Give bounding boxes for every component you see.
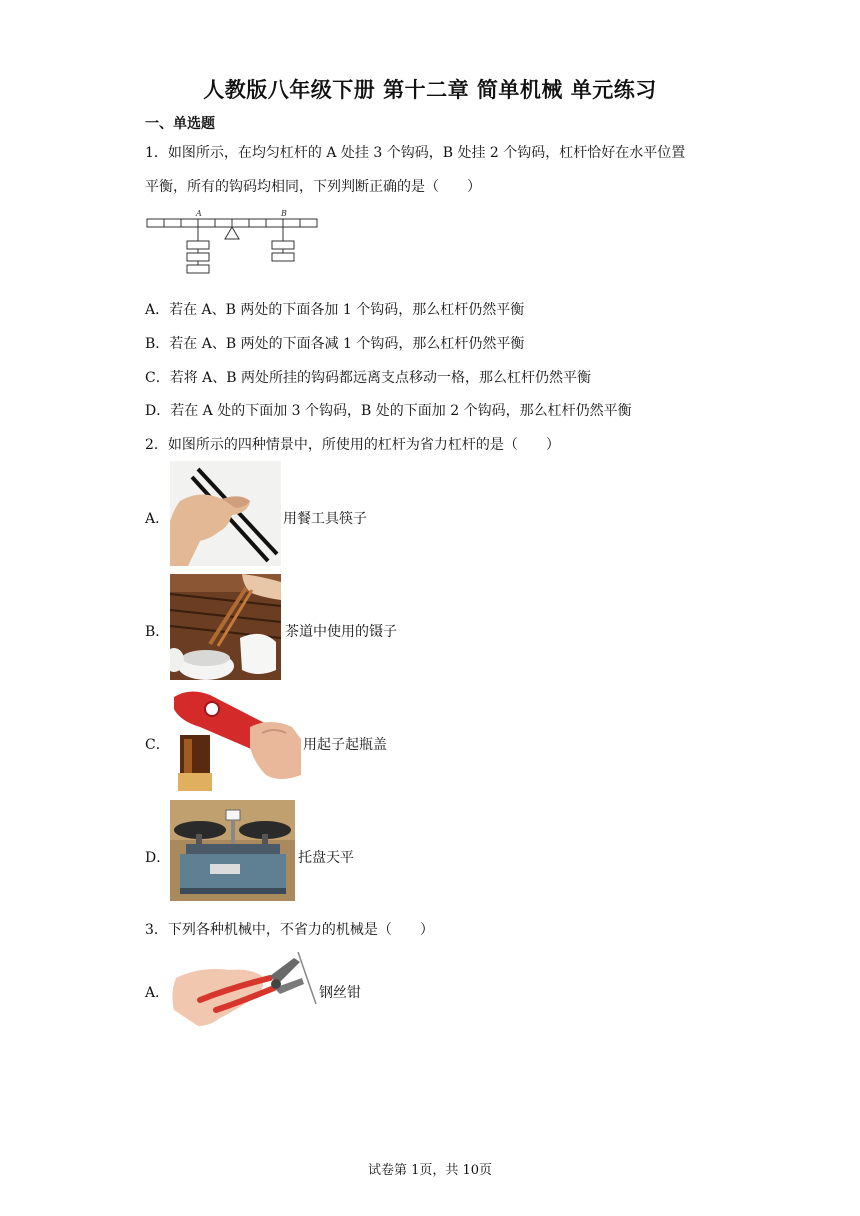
q2-option-c-caption: 用起子起瓶盖 (303, 737, 387, 753)
label-b: B (281, 209, 287, 218)
lever-diagram (145, 207, 320, 279)
q2-option-b-letter: B． (145, 624, 170, 640)
q3-option-a-caption: 钢丝钳 (319, 985, 361, 1001)
q3-stem: 3．下列各种机械中，不省力的机械是（ ） (145, 922, 434, 938)
weight-b1 (272, 241, 294, 249)
q1-option-b: B．若在 A、B 两处的下面各减 1 个钩码，那么杠杆仍然平衡 (145, 336, 525, 352)
page-footer: 试卷第 1页，共 10页 (367, 1163, 493, 1178)
weight-a3 (187, 265, 209, 273)
q1-option-c: C．若将 A、B 两处所挂的钩码都远离支点移动一格，那么杠杆仍然平衡 (145, 370, 592, 386)
weight-a2 (187, 253, 209, 261)
q2-option-b-caption: 茶道中使用的镊子 (285, 624, 397, 640)
q1-option-d: D．若在 A 处的下面加 3 个钩码，B 处的下面加 2 个钩码，那么杠杆仍然平衡 (145, 403, 632, 419)
balance-scale-icon (170, 800, 295, 901)
page-title: 人教版八年级下册 第十二章 简单机械 单元练习 (203, 78, 657, 102)
q2-option-a-caption: 用餐工具筷子 (283, 511, 367, 527)
weight-a1 (187, 241, 209, 249)
tea-tweezers-icon (170, 574, 281, 680)
q2-stem: 2．如图所示的四种情景中，所使用的杠杆为省力杠杆的是（ ） (145, 437, 560, 453)
q3-option-a-letter: A． (145, 985, 170, 1001)
q1-stem-line2: 平衡，所有的钩码均相同，下列判断正确的是（ ） (145, 179, 481, 195)
fulcrum (225, 227, 239, 239)
label-a: A (196, 209, 202, 218)
q2-option-a-letter: A． (145, 511, 170, 527)
section-heading: 一、单选题 (145, 116, 215, 132)
q2-option-d-caption: 托盘天平 (298, 850, 354, 866)
q1-option-a: A．若在 A、B 两处的下面各加 1 个钩码，那么杠杆仍然平衡 (145, 302, 525, 318)
bottle-opener-icon (170, 687, 301, 791)
q2-option-c-letter: C． (145, 737, 170, 753)
q2-option-d-letter: D． (145, 850, 171, 866)
q1-stem-line1: 1．如图所示，在均匀杠杆的 A 处挂 3 个钩码，B 处挂 2 个钩码，杠杆恰好在水平位置 (145, 145, 686, 161)
weight-b2 (272, 253, 294, 261)
pliers-icon (170, 948, 318, 1028)
chopsticks-icon (170, 461, 281, 566)
